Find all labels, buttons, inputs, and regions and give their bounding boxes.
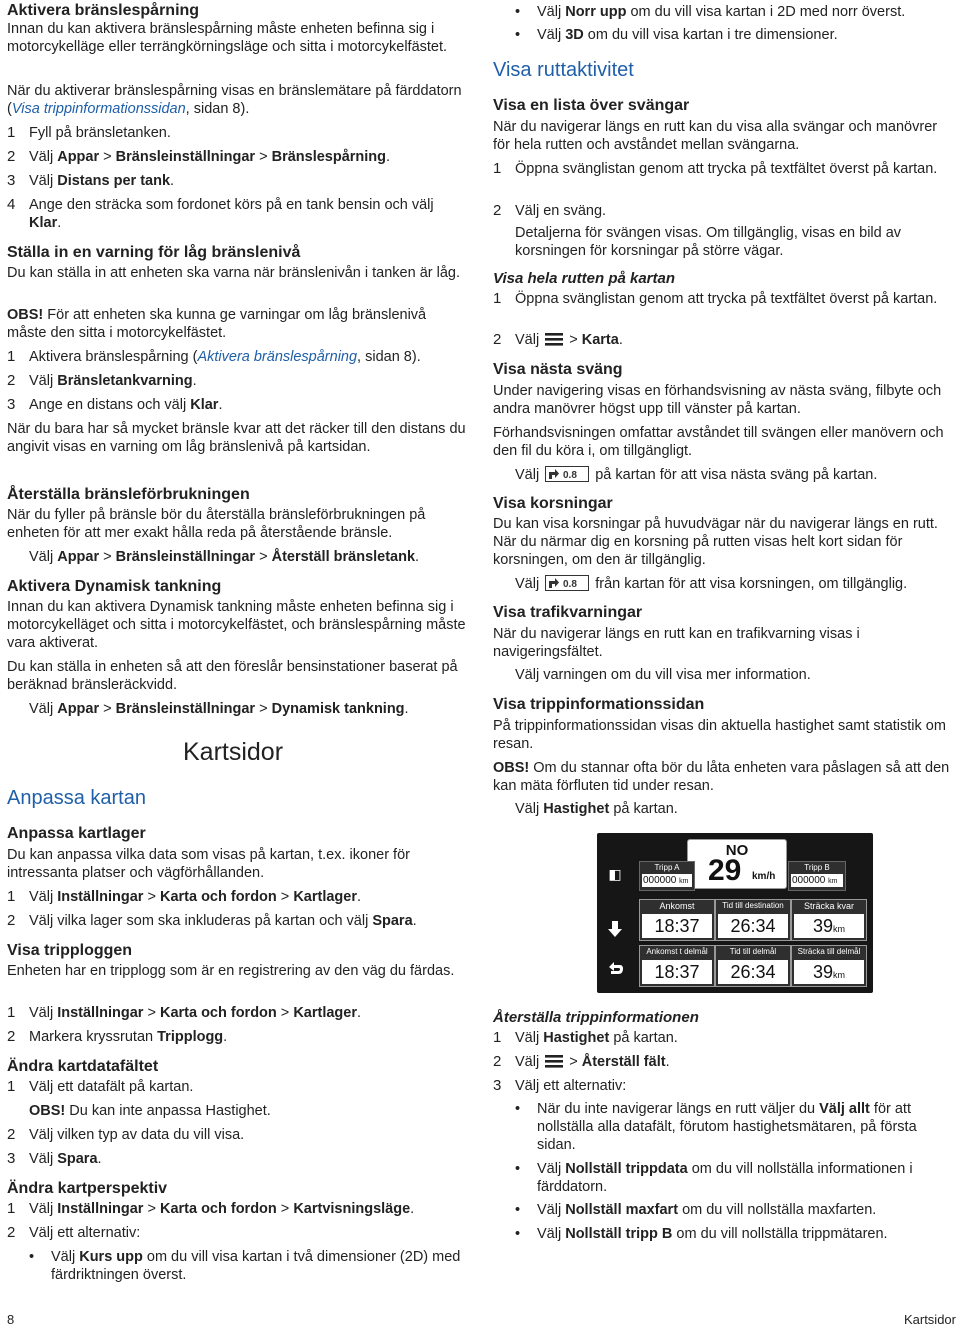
step-1: 1 Fyll på bränsletanken. xyxy=(7,124,171,141)
paragraph: På trippinformationssidan visas din aktuella hastighet samt statistik om resan. xyxy=(493,718,946,752)
select-instruction: Välj 0.8 på kartan för att visa nästa sväng på kartan. xyxy=(515,467,878,483)
step-2: 2 Välj > Återställ fält. xyxy=(493,1053,670,1070)
trip-a-field[interactable]: Tripp A 000000 km xyxy=(639,861,695,891)
paragraph: När du bara har så mycket bränsle kvar att det räcker till den distans du angivit visas en varning om låg bränslenivå på kartsidan. xyxy=(7,421,466,455)
stracka-delmal-field[interactable]: Sträcka till delmål 39km xyxy=(791,945,867,987)
select-instruction: Välj Appar > Bränsleinställningar > Dynamisk tankning. xyxy=(29,701,409,717)
step-2: 2 Välj vilken typ av data du vill visa. xyxy=(7,1126,245,1143)
step-2: 2 Välj ett alternativ: xyxy=(7,1224,141,1241)
note: OBS! För att enheten ska kunna ge varningar om låg bränslenivå måste den sitta i motorcykelfästet. xyxy=(7,307,427,341)
footer-section: Kartsidor xyxy=(903,1312,956,1327)
bullet-item: • Välj Kurs upp om du vill visa kartan i två dimensioner (2D) med färdriktningen överst. xyxy=(29,1249,461,1283)
link-trippinfo[interactable]: Visa trippinformationssidan xyxy=(11,101,186,117)
svg-text:0.8: 0.8 xyxy=(563,579,578,590)
step-1: 1 Välj Inställningar > Karta och fordon > Kartlager. xyxy=(7,1004,362,1021)
menu-icon[interactable] xyxy=(545,332,563,346)
junction-icon[interactable] xyxy=(545,575,589,591)
heading-anpassa-kartlager: Anpassa kartlager xyxy=(7,825,146,842)
note: OBS! Du kan inte anpassa Hastighet. xyxy=(29,1103,271,1119)
step-2: 2 Välj Appar > Bränsleinställningar > Bränslespårning. xyxy=(7,148,391,165)
ankomst-delmal-field[interactable]: Ankomst t delmål 18:37 xyxy=(639,945,715,987)
bullet-item: • När du inte navigerar längs en rutt väljer du Välj allt för att nollställa alla datafält, förutom hastighetsmätaren, på första sidan. xyxy=(515,1101,917,1153)
ankomst-field[interactable]: Ankomst 18:37 xyxy=(639,899,715,941)
page-number: 8 xyxy=(7,1312,15,1327)
next-turn-icon[interactable] xyxy=(545,466,589,482)
step-3: 3 Välj ett alternativ: xyxy=(493,1077,627,1094)
trip-b-field[interactable]: Tripp B 000000 km xyxy=(788,861,846,891)
step-2: 2 Markera kryssrutan Tripplogg. xyxy=(7,1028,228,1045)
map-icon[interactable]: ◧ xyxy=(608,866,622,882)
heading-ruttaktivitet: Visa ruttaktivitet xyxy=(493,59,634,81)
bullet-item: • Välj Nollställ maxfart om du vill nollställa maxfarten. xyxy=(515,1202,877,1218)
step-2: 2 Välj vilka lager som ska inkluderas på kartan och välj Spara. xyxy=(7,912,417,929)
section-aktivera-bransle xyxy=(7,2,467,56)
paragraph: Förhandsvisningen omfattar avståndet till svängen eller manövern och den fil du köra i, om tillgängligt. xyxy=(493,425,944,459)
bullet-item: • Välj Norr upp om du vill visa kartan i 2D med norr överst. xyxy=(515,4,906,20)
heading-aterstall-tripp: Återställa trippinformationen xyxy=(493,1009,699,1026)
step-1: 1 Välj Inställningar > Karta och fordon > Kartvisningsläge. xyxy=(7,1200,415,1217)
chapter-title: Kartsidor xyxy=(183,738,284,766)
step-1: 1 Aktivera bränslespårning (Aktivera bränslespårning, sidan 8). xyxy=(7,348,421,365)
heading-korsningar: Visa korsningar xyxy=(493,495,613,512)
heading-nasta-svang: Visa nästa sväng xyxy=(493,361,623,378)
paragraph: Du kan ställa in enheten så att den föreslår bensinstationer baserat på beräknad bränsleräckvidd. xyxy=(7,659,458,693)
link-aktivera[interactable]: Aktivera bränslespårning xyxy=(197,349,358,365)
paragraph: Du kan ställa in att enheten ska varna när bränslenivån i tanken är låg. xyxy=(7,265,460,281)
step-4: 4 Ange den sträcka som fordonet körs på en tank bensin och välj Klar. xyxy=(7,196,434,231)
heading-kartperspektiv: Ändra kartperspektiv xyxy=(7,1180,168,1197)
step-1: 1 Öppna svänglistan genom att trycka på textfältet överst på kartan. xyxy=(493,160,938,177)
detail: Detaljerna för svängen visas. Om tillgänglig, visas en bild av korsningen för korsningar på större vägar. xyxy=(515,225,902,259)
heading-lista-svangar: Visa en lista över svängar xyxy=(493,97,690,114)
paragraph: När du navigerar längs en rutt kan en trafikvarning visas i navigeringsfältet. xyxy=(493,626,860,660)
select-instruction: Välj varningen om du vill visa mer information. xyxy=(515,667,811,683)
tid-destination-field[interactable]: Tid till destination 26:34 xyxy=(715,899,791,941)
back-icon[interactable] xyxy=(605,959,625,979)
bullet-item: • Välj Nollställ tripp B om du vill nollställa trippmätaren. xyxy=(515,1226,888,1242)
trip-info-screenshot xyxy=(597,833,873,993)
paragraph: När du navigerar längs en rutt kan du visa alla svängar och manövrer för hela rutten och avståndet mellan svängarna. xyxy=(493,119,938,153)
down-arrow-icon[interactable] xyxy=(605,919,625,939)
step-2: 2 Välj Bränsletankvarning. xyxy=(7,372,197,389)
select-instruction: Välj 0.8 från kartan för att visa korsningen, om tillgänglig. xyxy=(515,576,908,592)
speed-display: NO 29 km/h xyxy=(687,839,787,889)
step-3: 3 Välj Spara. xyxy=(7,1150,102,1167)
paragraph: Innan du kan aktivera bränslespårning måste enheten befinna sig i motorcykelläge eller terrängkörningsläge och sitta i motorcykelfästet. xyxy=(7,21,448,55)
heading-hela-rutten: Visa hela rutten på kartan xyxy=(493,270,676,287)
heading-dynamisk-tankning: Aktivera Dynamisk tankning xyxy=(7,578,222,595)
bullet-item: • Välj Nollställ trippdata om du vill nollställa informationen i färddatorn. xyxy=(515,1161,913,1195)
heading-aterstall-forbrukning: Återställa bränsleförbrukningen xyxy=(7,486,250,503)
step-1: 1 Öppna svänglistan genom att trycka på textfältet överst på kartan. xyxy=(493,290,938,307)
paragraph: Du kan visa korsningar på huvudvägar när du navigerar längs en rutt. När du närmar dig en korsning på rutten visas helt kort sidan för korsningen, om den är tillgänglig. xyxy=(493,516,938,568)
paragraph: Du kan anpassa vilka data som visas på kartan, t.ex. ikoner för intressanta platser och vägförhållanden. xyxy=(7,847,410,881)
bullet-item: • Välj 3D om du vill visa kartan i tre dimensioner. xyxy=(515,27,838,43)
paragraph: Under navigering visas en förhandsvisning av nästa sväng, filbyte och andra manövrer högst upp till vänster på kartan. xyxy=(493,383,942,417)
heading-kartdatafaltet: Ändra kartdatafältet xyxy=(7,1058,159,1075)
heading-aktivera-bransle: Aktivera bränslespårning xyxy=(7,2,200,19)
heading-anpassa-kartan: Anpassa kartan xyxy=(7,787,146,809)
svg-text:0.8: 0.8 xyxy=(563,470,578,481)
tid-delmal-field[interactable]: Tid till delmål 26:34 xyxy=(715,945,791,987)
heading-trippinfo: Visa trippinformationssidan xyxy=(493,696,705,713)
stracka-kvar-field[interactable]: Sträcka kvar 39km xyxy=(791,899,867,941)
step-3: 3 Ange en distans och välj Klar. xyxy=(7,396,223,413)
menu-icon[interactable] xyxy=(545,1054,563,1068)
note: OBS! Om du stannar ofta bör du låta enheten vara påslagen så att den kan mäta förfluten tid under resan. xyxy=(493,760,950,794)
paragraph: När du aktiverar bränslespårning visas en bränslemätare på färddatorn (Visa trippinformationssidan, sidan 8). xyxy=(7,83,462,117)
paragraph: När du fyller på bränsle bör du återställa bränsleförbrukningen på enheten för att mer exakt hålla reda på återstående bränsle. xyxy=(7,507,426,541)
step-1: 1 Välj Inställningar > Karta och fordon > Kartlager. xyxy=(7,888,362,905)
heading-varning-bransle: Ställa in en varning för låg bränslenivå xyxy=(7,244,301,261)
paragraph: Innan du kan aktivera Dynamisk tankning måste enheten befinna sig i motorcykelläget och sitta i motorcykelfästet, och bränslespårning måste vara aktiverat. xyxy=(7,599,466,651)
step-2: 2 Välj en sväng. xyxy=(493,202,607,219)
select-instruction: Välj Appar > Bränsleinställningar > Återställ bränsletank. xyxy=(29,549,420,565)
paragraph: Enheten har en tripplogg som är en registrering av den väg du färdas. xyxy=(7,963,455,979)
heading-trafikvarningar: Visa trafikvarningar xyxy=(493,604,643,621)
heading-tripploggen: Visa tripploggen xyxy=(7,942,133,959)
step-3: 3 Välj Distans per tank. xyxy=(7,172,175,189)
select-instruction: Välj Hastighet på kartan. xyxy=(515,801,678,817)
step-1: 1 Välj ett datafält på kartan. xyxy=(7,1078,194,1095)
step-2: 2 Välj > Karta. xyxy=(493,331,623,348)
step-1: 1 Välj Hastighet på kartan. xyxy=(493,1029,678,1046)
